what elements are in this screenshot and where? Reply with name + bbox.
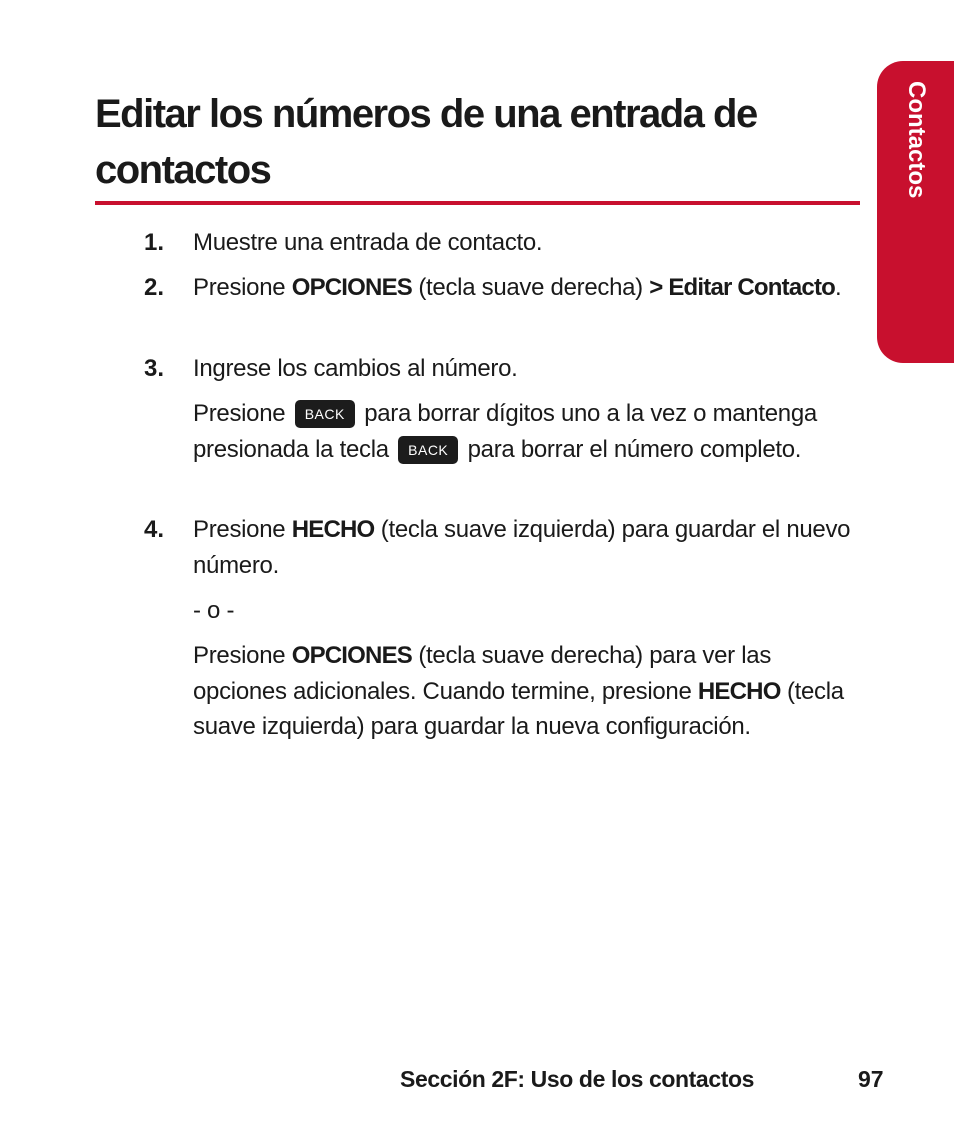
footer-section-title: Sección 2F: Uso de los contactos [400, 1066, 755, 1092]
title-divider [95, 201, 860, 205]
section-tab [877, 61, 954, 363]
step-number: 3. [144, 355, 165, 382]
section-tab-label: Contactos [903, 81, 930, 199]
back-key-icon: BACK [295, 400, 355, 428]
menu-path: > Editar Contacto [649, 274, 835, 301]
step-number: 1. [144, 229, 165, 256]
step-text: Presione HECHO (tecla suave izquierda) para guardar el nuevo número. [193, 516, 851, 579]
step-text: Ingrese los cambios al número. [193, 355, 518, 382]
step-subtext: Presione OPCIONES (tecla suave derecha) para ver las opciones adicionales. Cuando termine, presione HECHO (tecla suave izquierda) para guardar la nueva configuración. [193, 642, 844, 740]
softkey-label: OPCIONES [291, 642, 412, 669]
step-number: 4. [144, 516, 165, 543]
step-text: Presione OPCIONES (tecla suave derecha) > Editar Contacto. [193, 274, 842, 301]
step-subtext: Presione BACK para borrar dígitos uno a la vez o mantenga presionada la tecla BACK para borrar el número completo. [193, 400, 817, 463]
softkey-label: HECHO [291, 516, 375, 543]
step-number: 2. [144, 274, 165, 301]
alternative-separator: - o - [193, 597, 235, 624]
softkey-label: HECHO [697, 677, 781, 705]
page-title: Editar los números de una entrada de contactos [95, 92, 757, 192]
step-text: Muestre una entrada de contacto. [193, 229, 543, 256]
page-number: 97 [858, 1066, 884, 1092]
back-key-icon: BACK [398, 436, 458, 464]
softkey-label: OPCIONES [291, 274, 412, 301]
